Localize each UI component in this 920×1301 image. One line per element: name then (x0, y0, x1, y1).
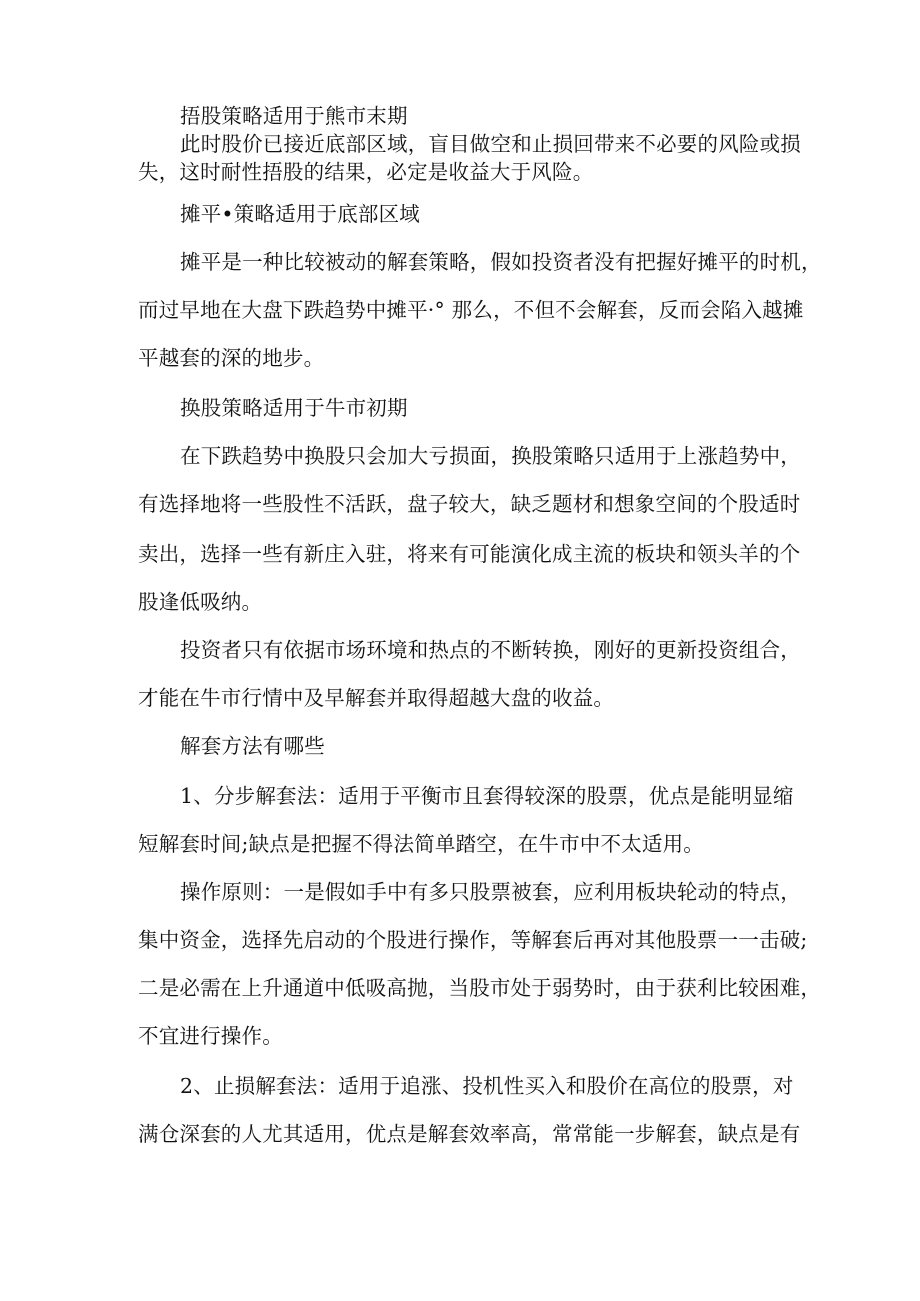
paragraph-line: 满仓深套的人尤其适用，优点是解套效率高，常常能一步解套，缺点是有 (138, 1122, 801, 1146)
paragraph-line: 集中资金，选择先启动的个股进行操作，等解套后再对其他股票一一击破; (138, 928, 808, 952)
paragraph-line: 股逢低吸纳。 (138, 590, 263, 614)
paragraph-line: 此时股价已接近底部区域，盲目做空和止损回带来不必要的风险或损 (180, 132, 801, 156)
paragraph-line: 摊平是一种比较被动的解套策略，假如投资者没有把握好摊平的时机， (180, 250, 822, 274)
paragraph-line: 不宜进行操作。 (138, 1024, 283, 1048)
section-heading-average-strategy: 摊平•策略适用于底部区域 (180, 202, 420, 226)
paragraph-line: 二是必需在上升通道中低吸高抛，当股市处于弱势时，由于获利比较困难， (138, 976, 822, 1000)
section-heading-methods: 解套方法有哪些 (180, 734, 325, 758)
paragraph-line: 短解套时间;缺点是把握不得法简单踏空，在牛市中不太适用。 (138, 832, 705, 856)
paragraph-line: 失，这时耐性捂股的结果，必定是收益大于风险。 (138, 160, 594, 184)
paragraph-line: 卖出，选择一些有新庄入驻，将来有可能演化成主流的板块和领头羊的个 (138, 542, 801, 566)
section-heading-switch-strategy: 换股策略适用于牛市初期 (180, 396, 408, 420)
paragraph-line: 才能在牛市行情中及早解套并取得超越大盘的收益。 (138, 686, 615, 710)
paragraph-line: 操作原则：一是假如手中有多只股票被套，应利用板块轮动的特点， (180, 880, 801, 904)
paragraph-line: 1、分步解套法：适用于平衡市且套得较深的股票，优点是能明显缩 (180, 784, 794, 808)
paragraph-line: 有选择地将一些股性不活跃，盘子较大，缺乏题材和想象空间的个股适时 (138, 492, 801, 516)
paragraph-line: 平越套的深的地步。 (138, 346, 325, 370)
paragraph-line: 而过早地在大盘下跌趋势中摊平·° 那么，不但不会解套，反而会陷入越摊 (138, 298, 804, 322)
paragraph-line: 在下跌趋势中换股只会加大亏损面，换股策略只适用于上涨趋势中， (180, 444, 801, 468)
paragraph-line: 2、止损解套法：适用于追涨、投机性买入和股价在高位的股票，对 (180, 1074, 794, 1098)
paragraph-line: 投资者只有依据市场环境和热点的不断转换，刚好的更新投资组合， (180, 638, 801, 662)
section-heading-hold-strategy: 捂股策略适用于熊市末期 (180, 104, 408, 128)
